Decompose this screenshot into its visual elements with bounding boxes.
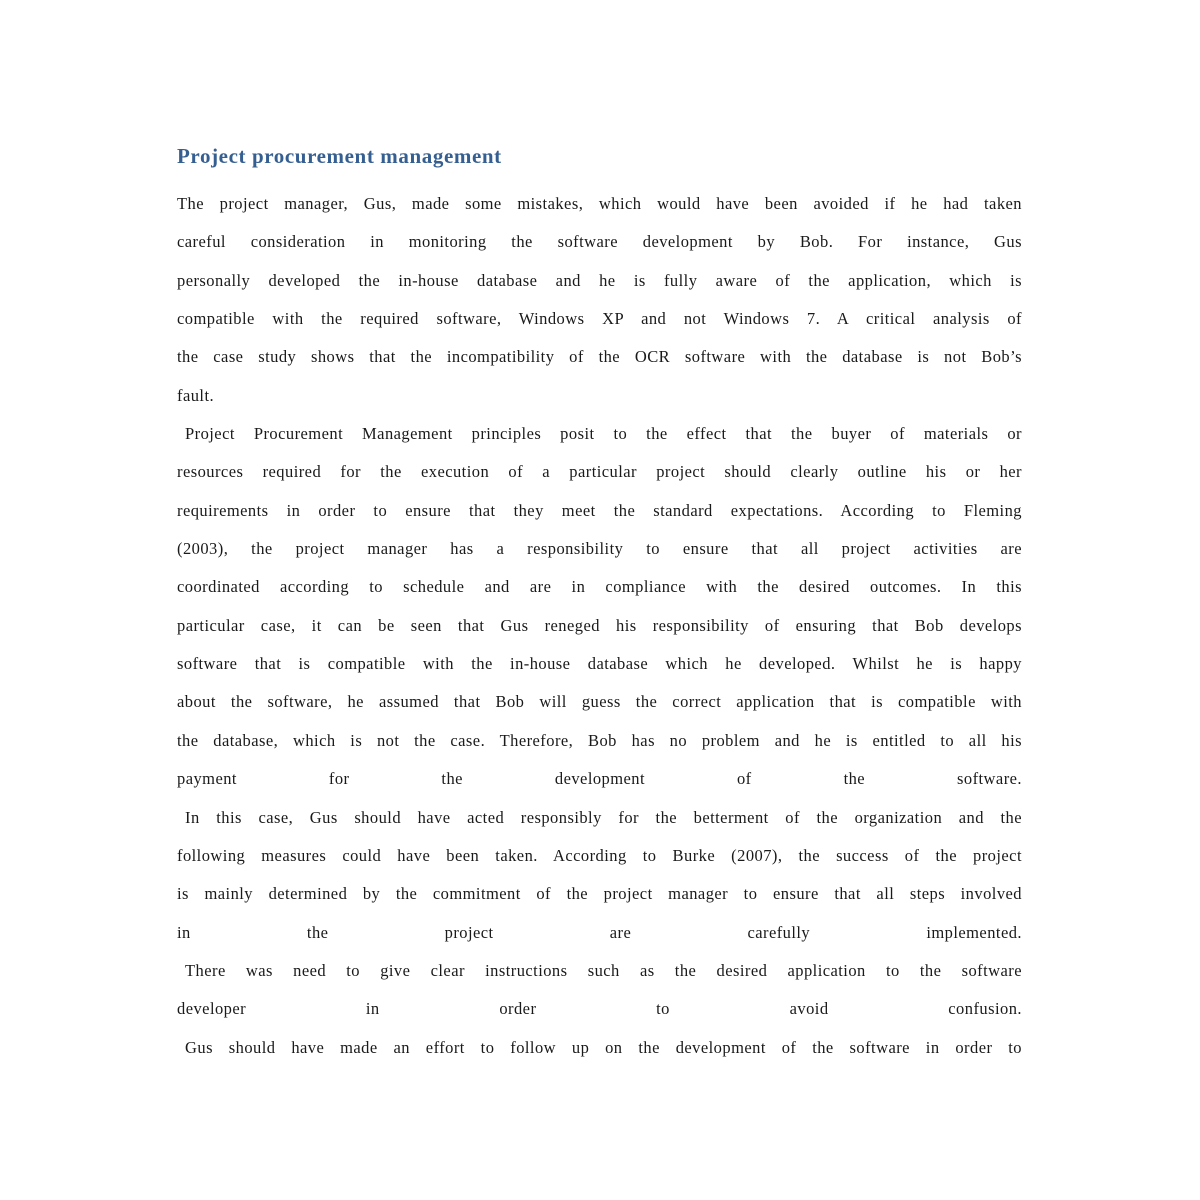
text-line: the database, which is not the case. Therefore, Bob has no problem and he is entitled to all his xyxy=(177,730,1022,750)
body-text xyxy=(177,190,1022,1072)
text-line: requirements in order to ensure that they meet the standard expectations. According to Fleming xyxy=(177,500,1022,520)
text-line: personally developed the in-house database and he is fully aware of the application, which is xyxy=(177,270,1022,290)
text-line: particular case, it can be seen that Gus reneged his responsibility of ensuring that Bob develops xyxy=(177,615,1022,635)
text-line: (2003), the project manager has a responsibility to ensure that all project activities are xyxy=(177,539,1022,559)
text-line: coordinated according to schedule and are in compliance with the desired outcomes. In this xyxy=(177,577,1022,597)
text-line: There was need to give clear instructions such as the desired application to the software xyxy=(185,960,1022,980)
text-line: is mainly determined by the commitment of the project manager to ensure that all steps involved xyxy=(177,884,1022,904)
text-line: careful consideration in monitoring the software development by Bob. For instance, Gus xyxy=(177,232,1022,252)
text-line: following measures could have been taken. According to Burke (2007), the success of the project xyxy=(177,845,1022,865)
text-line: the case study shows that the incompatibility of the OCR software with the database is not Bob’s xyxy=(177,347,1022,367)
text-line: fault. xyxy=(177,385,215,405)
text-line: resources required for the execution of a particular project should clearly outline his or her xyxy=(177,462,1022,482)
text-line: compatible with the required software, Windows XP and not Windows 7. A critical analysis of xyxy=(177,309,1022,329)
section-heading: Project procurement management xyxy=(177,144,502,168)
text-line: The project manager, Gus, made some mistakes, which would have been avoided if he had taken xyxy=(177,194,1022,213)
text-line: about the software, he assumed that Bob will guess the correct application that is compatible with xyxy=(177,692,1022,712)
text-line: developer in order to avoid confusion. xyxy=(177,999,1022,1019)
text-line: in the project are carefully implemented. xyxy=(177,922,1022,942)
text-line: In this case, Gus should have acted responsibly for the betterment of the organization and the xyxy=(185,807,1022,827)
text-line: Project Procurement Management principles posit to the effect that the buyer of materials or xyxy=(185,424,1022,444)
text-line: software that is compatible with the in-house database which he developed. Whilst he is happy xyxy=(177,654,1022,674)
text-line: Gus should have made an effort to follow up on the development of the software in order to xyxy=(185,1037,1022,1057)
text-line: payment for the development of the software. xyxy=(177,769,1022,789)
